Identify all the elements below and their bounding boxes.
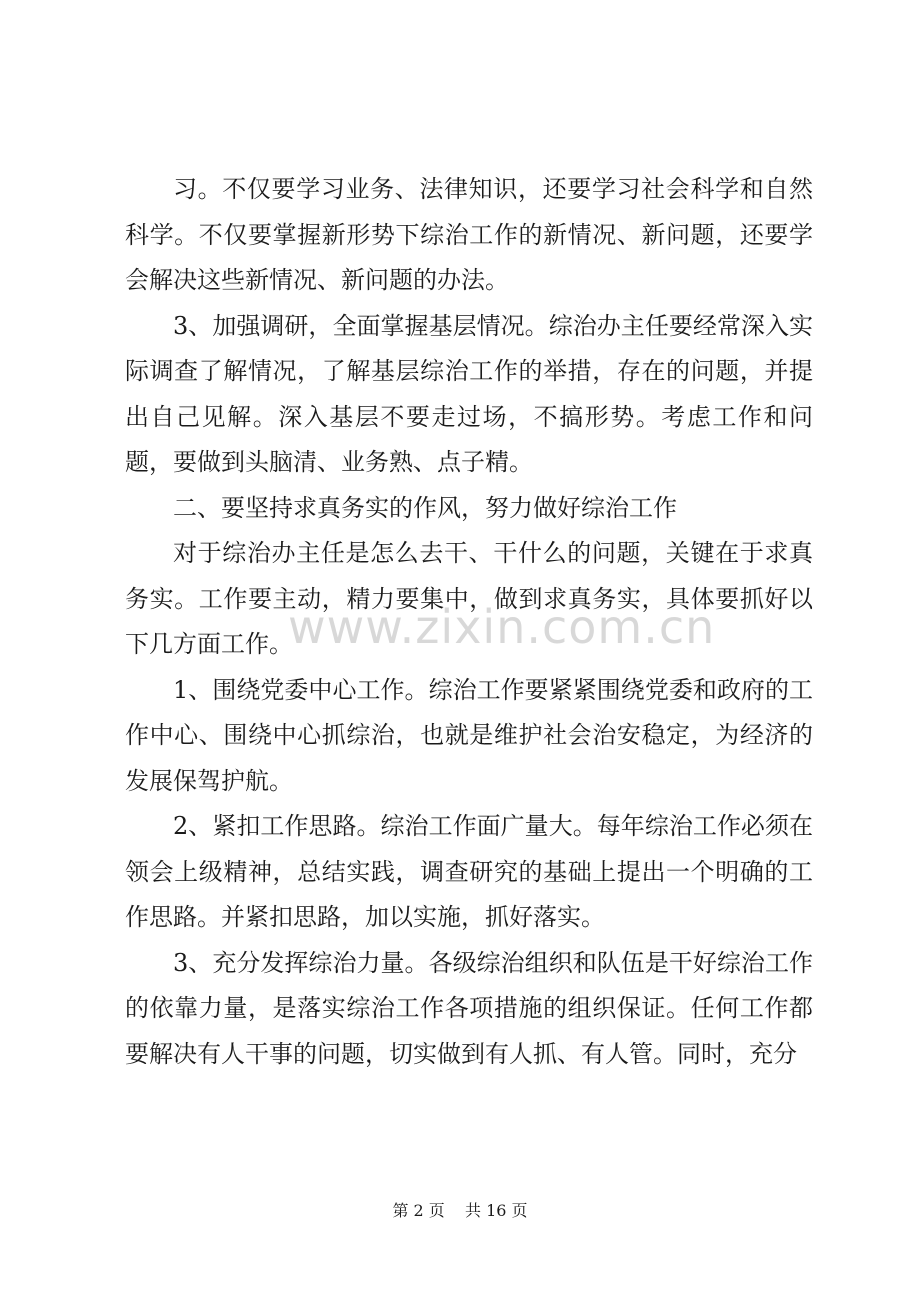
page-footer — [0, 1198, 920, 1221]
watermark: www.zixin.com.cn — [288, 600, 716, 654]
paragraph-item-2: 2、紧扣工作思路。综治工作面广量大。每年综治工作必须在领会上级精神，总结实践，调查研究的基础上提出一个明确的工作思路。并紧扣思路，加以实施，抓好落实。 — [125, 812, 813, 931]
page-total: 共 16 页 — [465, 1201, 528, 1220]
paragraph-intro: 对于综治办主任是怎么去干、干什么的问题，关键在于求真务实。工作要主动，精力要集中，做到求真务实，具体要抓好以下几方面工作。 — [125, 539, 813, 658]
page-number: 第 2 页 — [392, 1201, 445, 1220]
paragraph-item-3: 3、充分发挥综治力量。各级综治组织和队伍是干好综治工作的依靠力量，是落实综治工作各项措施的组织保证。任何工作都要解决有人干事的问题，切实做到有人抓、有人管。同时，充分 — [125, 948, 813, 1068]
section-heading: 二、要坚持求真务实的作风，努力做好综治工作 — [173, 493, 677, 522]
paragraph-item-1: 1、围绕党委中心工作。综治工作要紧紧围绕党委和政府的工作中心、围绕中心抓综治，也就是维护社会治安稳定，为经济的发展保驾护航。 — [125, 675, 813, 795]
paragraph-research: 3、加强调研，全面掌握基层情况。综治办主任要经常深入实际调查了解情况，了解基层综治工作的举措，存在的问题，并提出自己见解。深入基层不要走过场，不搞形势。考虑工作和问题，要做到头脑清、业务熟、点子精。 — [125, 311, 813, 476]
paragraph-study: 习。不仅要学习业务、法律知识，还要学习社会科学和自然科学。不仅要掌握新形势下综治工作的新情况、新问题，还要学会解决这些新情况、新问题的办法。 — [125, 175, 813, 294]
